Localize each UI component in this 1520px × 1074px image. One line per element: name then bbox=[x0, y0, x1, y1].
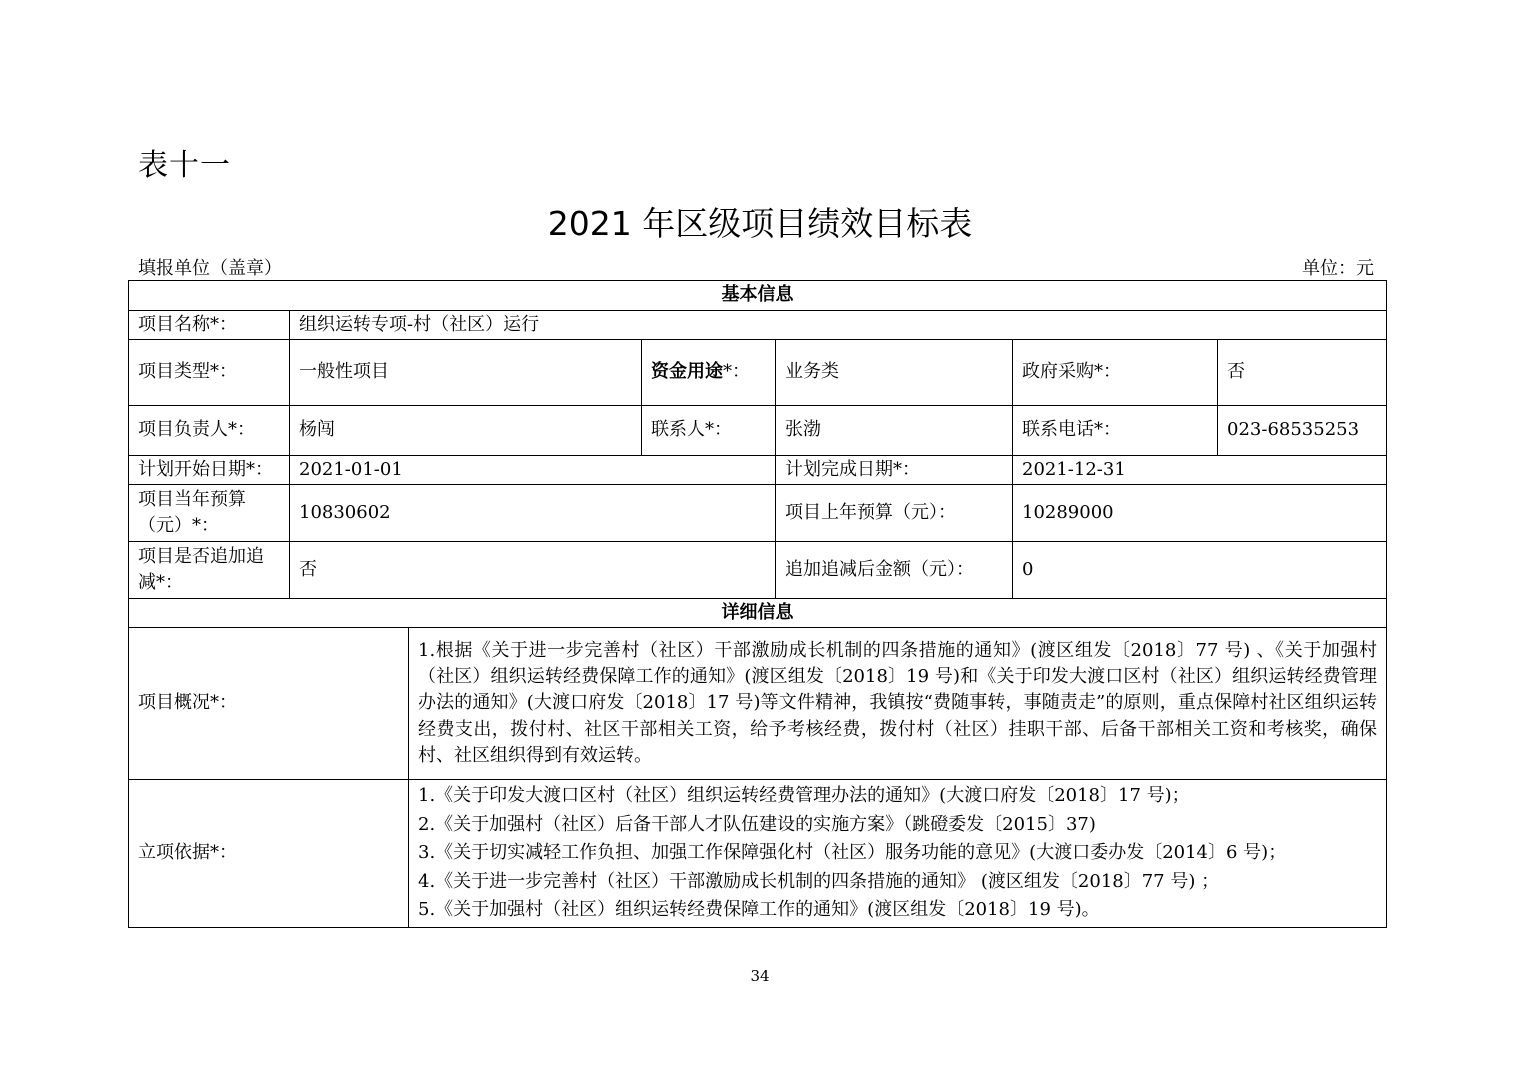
approval-basis-item: 5.《关于加强村（社区）组织运转经费保障工作的通知》(渡区组发〔2018〕19 号)。 bbox=[418, 899, 1100, 921]
start-date-label: 计划开始日期*： bbox=[129, 456, 290, 485]
previous-budget-value: 10289000 bbox=[1013, 485, 1387, 542]
page-number: 34 bbox=[750, 967, 770, 985]
current-budget-value: 10830602 bbox=[290, 485, 776, 542]
detail-info-header: 详细信息 bbox=[129, 599, 1387, 628]
gov-purchase-value: 否 bbox=[1218, 340, 1387, 406]
current-budget-label: 项目当年预算（元）*： bbox=[129, 485, 290, 542]
filler-unit-label: 填报单位（盖章） bbox=[138, 258, 282, 279]
phone-value: 023-68535253 bbox=[1218, 406, 1387, 456]
project-overview-text: 1.根据《关于进一步完善村（社区）干部激励成长机制的四条措施的通知》(渡区组发〔2018〕77 号) 、《关于加强村（社区）组织运转经费保障工作的通知》(渡区组发〔2018〕19 号)和《关于印发大渡口区村（社区）组织运转经费管理办法的通知》(大渡口府发〔2018〕17 号)等文件精神，我镇按“费随事转，事随责走”的原则，重点保障村社区组织运转经费支出，拨付村、社区干部相关工资，给予考核经费，拨付村（社区）挂职干部、后备干部相关工资和考核奖，确保村、社区组织得到有效运转。 bbox=[409, 628, 1387, 780]
end-date-value: 2021-12-31 bbox=[1013, 456, 1387, 485]
approval-basis-list bbox=[409, 780, 1387, 928]
budget-adjust-value: 否 bbox=[290, 542, 776, 599]
project-leader-label: 项目负责人*： bbox=[129, 406, 290, 456]
start-date-value: 2021-01-01 bbox=[290, 456, 776, 485]
fund-use-label-suffix: *： bbox=[723, 361, 750, 383]
contact-label: 联系人*： bbox=[642, 406, 776, 456]
phone-label: 联系电话*： bbox=[1013, 406, 1218, 456]
gov-purchase-label: 政府采购*： bbox=[1013, 340, 1218, 406]
project-name-value: 组织运转专项-村（社区）运行 bbox=[290, 311, 1387, 340]
project-leader-value: 杨闯 bbox=[290, 406, 642, 456]
project-type-value: 一般性项目 bbox=[290, 340, 642, 406]
approval-basis-item: 2.《关于加强村（社区）后备干部人才队伍建设的实施方案》（跳磴委发〔2015〕37) bbox=[418, 813, 1096, 835]
fund-use-value: 业务类 bbox=[776, 340, 1013, 406]
basic-info-header: 基本信息 bbox=[129, 281, 1387, 311]
end-date-label: 计划完成日期*： bbox=[776, 456, 1013, 485]
adjusted-amount-label: 追加追减后金额（元）： bbox=[776, 542, 1013, 599]
document-title: 2021 年区级项目绩效目标表 bbox=[547, 204, 973, 243]
performance-target-table bbox=[128, 280, 1387, 928]
previous-budget-label: 项目上年预算（元）： bbox=[776, 485, 1013, 542]
project-type-label: 项目类型*： bbox=[129, 340, 290, 406]
approval-basis-item: 4.《关于进一步完善村（社区）干部激励成长机制的四条措施的通知》 (渡区组发〔2018〕77 号) ； bbox=[418, 870, 1220, 892]
fund-use-label-text: 资金用途 bbox=[651, 361, 723, 383]
adjusted-amount-value: 0 bbox=[1013, 542, 1387, 599]
project-overview-label: 项目概况*： bbox=[129, 628, 409, 780]
approval-basis-item: 3.《关于切实减轻工作负担、加强工作保障强化村（社区）服务功能的意见》(大渡口委办发〔2014〕6 号)； bbox=[418, 842, 1287, 864]
contact-value: 张渤 bbox=[776, 406, 1013, 456]
currency-unit-label: 单位：元 bbox=[1302, 258, 1374, 279]
approval-basis-item: 1.《关于印发大渡口区村（社区）组织运转经费管理办法的通知》(大渡口府发〔2018〕17 号)； bbox=[418, 785, 1190, 807]
fund-use-label bbox=[642, 340, 776, 406]
approval-basis-label: 立项依据*： bbox=[129, 780, 409, 928]
budget-adjust-label: 项目是否追加追减*： bbox=[129, 542, 290, 599]
project-name-label: 项目名称*： bbox=[129, 311, 290, 340]
table-label: 表十一 bbox=[138, 148, 231, 183]
